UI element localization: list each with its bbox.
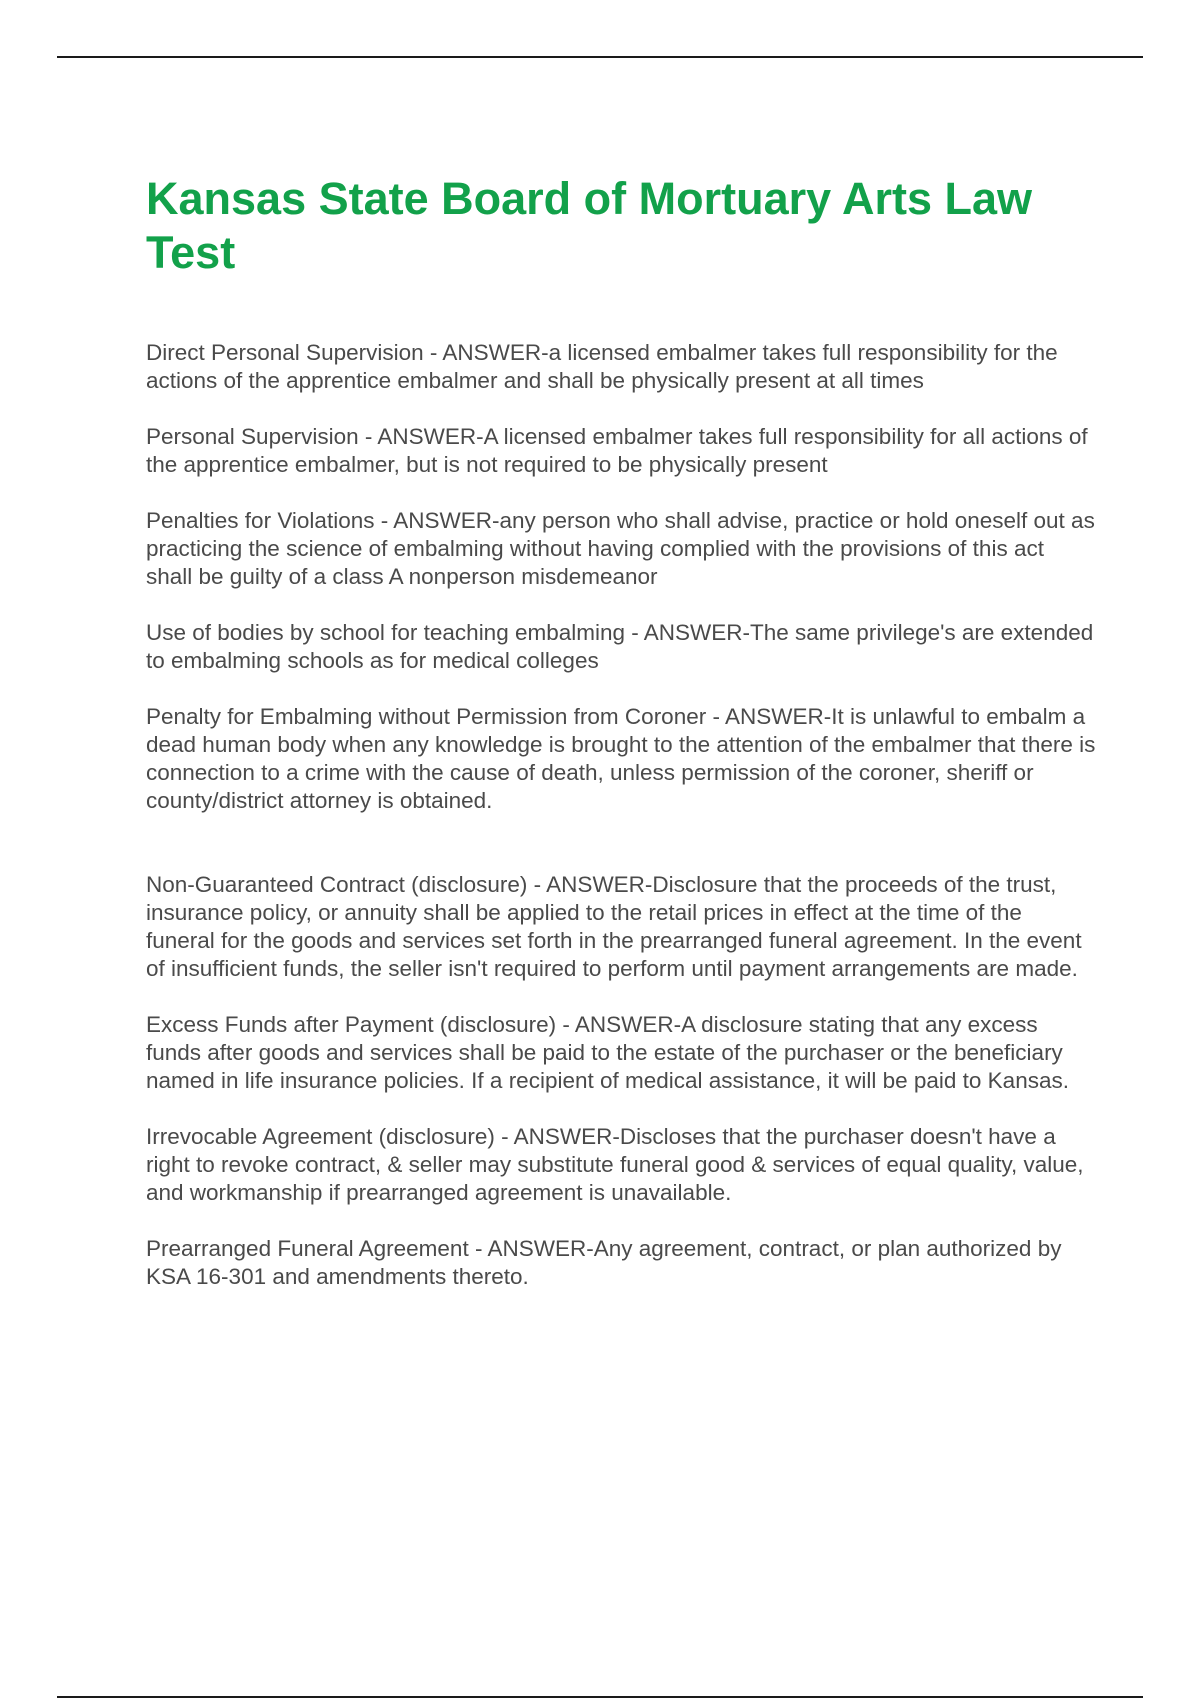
qa-entry-excess-funds: Excess Funds after Payment (disclosure) - ANSWER-A disclosure stating that any excess funds after goods and services shall be paid to the estate of the purchaser or the beneficiary named in life insurance policies. If a recipient of medical assistance, it will be paid to Kansas. (146, 1012, 1069, 1093)
header-rule (57, 56, 1143, 58)
qa-entry-prearranged-funeral-agreement: Prearranged Funeral Agreement - ANSWER-Any agreement, contract, or plan authorized by KSA 16-301 and amendments thereto. (146, 1236, 1062, 1289)
footer-rule (57, 1696, 1143, 1698)
qa-entry-use-of-bodies: Use of bodies by school for teaching embalming - ANSWER-The same privilege's are extended to embalming schools as for medical colleges (146, 620, 1094, 673)
qa-entry-irrevocable-agreement: Irrevocable Agreement (disclosure) - ANSWER-Discloses that the purchaser doesn't have a right to revoke contract, & seller may substitute funeral good & services of equal quality, value, and workmanship if prearranged agreement is unavailable. (146, 1124, 1084, 1205)
qa-entry-penalties-for-violations: Penalties for Violations - ANSWER-any person who shall advise, practice or hold oneself out as practicing the science of embalming without having complied with the provisions of this act shall be guilty of a class A nonperson misdemeanor (146, 508, 1095, 589)
qa-entries (146, 339, 1096, 1291)
qa-entry-personal-supervision: Personal Supervision - ANSWER-A licensed embalmer takes full responsibility for all actions of the apprentice embalmer, but is not required to be physically present (146, 424, 1088, 477)
qa-entry-direct-personal-supervision: Direct Personal Supervision - ANSWER-a licensed embalmer takes full responsibility for the actions of the apprentice embalmer and shall be physically present at all times (146, 340, 1058, 393)
qa-entry-penalty-embalming-without-permission: Penalty for Embalming without Permission from Coroner - ANSWER-It is unlawful to embalm a dead human body when any knowledge is brought to the attention of the embalmer that there is connection to a crime with the cause of death, unless permission of the coroner, sheriff or county/district attorney is obtained. (146, 704, 1096, 813)
document-title: Kansas State Board of Mortuary Arts Law Test (146, 173, 1033, 278)
qa-entry-non-guaranteed-contract: Non-Guaranteed Contract (disclosure) - ANSWER-Disclosure that the proceeds of the trust, insurance policy, or annuity shall be applied to the retail prices in effect at the time of the funeral for the goods and services set forth in the prearranged funeral agreement. In the event of insufficient funds, the seller isn't required to perform until payment arrangements are made. (146, 872, 1082, 981)
